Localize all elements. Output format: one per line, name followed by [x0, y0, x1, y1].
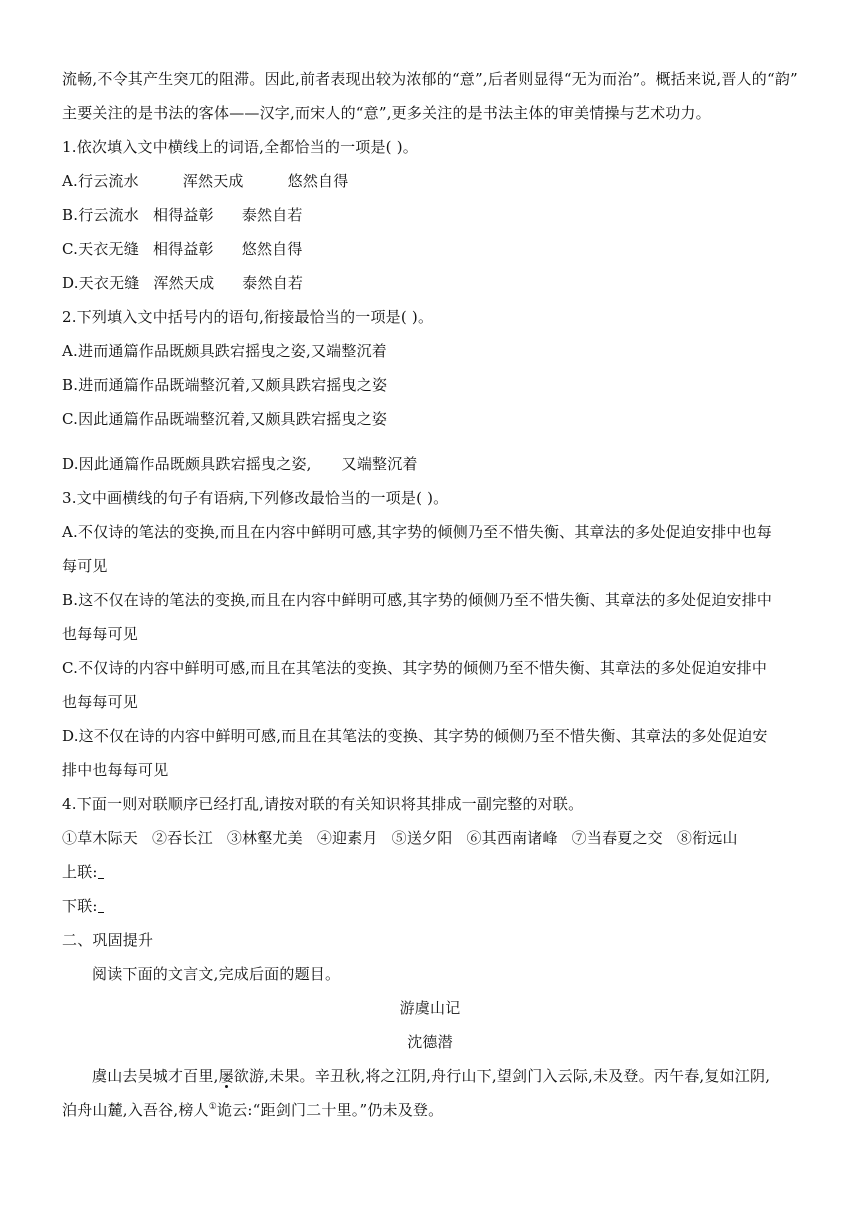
reading-instruction: 阅读下面的文言文,完成后面的题目。 [92, 965, 341, 983]
passage-title: 游虞山记 [399, 999, 461, 1017]
passage-line-1: 虞山去吴城才百里,屡欲游,未果。辛丑秋,将之江阴,舟行山下,望剑门入云际,未及登。丙午春,复如江阴, [92, 1067, 771, 1085]
intro-line-2: 主要关注的是书法的客体——汉字,而宋人的“意”,更多关注的是书法主体的审美情操与艺术功力。 [62, 104, 711, 122]
couplet-items [62, 826, 822, 850]
lower-couplet-label: 下联: [62, 897, 98, 915]
question-3-option-c-line-1: C.不仅诗的内容中鲜明可感,而且在其笔法的变换、其字势的倾侧乃至不惜失衡、其章法的多处促迫安排中 [62, 659, 768, 677]
couplet-item: ⑥其西南诸峰 [466, 829, 558, 847]
question-3-option-d-line-2: 排中也每每可见 [62, 761, 169, 779]
question-3-option-b-line-2: 也每每可见 [62, 625, 139, 643]
upper-couplet-line [62, 860, 822, 884]
intro-line-1: 流畅,不令其产生突兀的阻滞。因此,前者表现出较为浓郁的“意”,后者则显得“无为而治”。概括来说,晋人的“韵” [62, 70, 798, 88]
section-heading: 二、巩固提升 [62, 931, 154, 949]
couplet-item: ①草木际天 [62, 829, 139, 847]
question-3-stem: 3.文中画横线的句子有语病,下列修改最恰当的一项是( )。 [62, 489, 449, 507]
question-1-option-c: C.天衣无缝 相得益彰 悠然自得 [62, 240, 303, 258]
question-2-stem: 2.下列填入文中括号内的语句,衔接最恰当的一项是( )。 [62, 308, 434, 326]
passage-line-2: 泊舟山麓,入吾谷,榜人①诡云:“距剑门二十里。”仍未及登。 [62, 1101, 444, 1119]
lower-couplet-blank[interactable] [98, 898, 104, 913]
question-2-option-c: C.因此通篇作品既端整沉着,又颇具跌宕摇曳之姿 [62, 410, 388, 428]
upper-couplet-blank[interactable] [98, 864, 104, 879]
question-2-option-b: B.进而通篇作品既端整沉着,又颇具跌宕摇曳之姿 [62, 376, 388, 394]
question-2-option-d: D.因此通篇作品既颇具跌宕摇曳之姿, 又端整沉着 [62, 455, 418, 473]
passage-author: 沈德潜 [407, 1033, 453, 1051]
couplet-item: ④迎素月 [316, 829, 378, 847]
lower-couplet-line [62, 894, 822, 918]
question-3-option-a-line-1: A.不仅诗的笔法的变换,而且在内容中鲜明可感,其字势的倾侧乃至不惜失衡、其章法的多处促迫安排中也每 [62, 523, 772, 541]
couplet-item: ⑧衔远山 [676, 829, 738, 847]
question-3-option-d-line-1: D.这不仅在诗的内容中鲜明可感,而且在其笔法的变换、其字势的倾侧乃至不惜失衡、其章法的多处促迫安 [62, 727, 768, 745]
question-1-option-b: B.行云流水 相得益彰 泰然自若 [62, 206, 303, 224]
couplet-item: ⑤送夕阳 [391, 829, 453, 847]
question-1-option-d: D.天衣无缝 浑然天成 泰然自若 [62, 274, 304, 292]
upper-couplet-label: 上联: [62, 863, 98, 881]
question-1-stem: 1.依次填入文中横线上的词语,全都恰当的一项是( )。 [62, 138, 418, 156]
footnote-marker: ① [208, 1102, 218, 1112]
question-1-option-a: A.行云流水 浑然天成 悠然自得 [62, 172, 349, 190]
question-3-option-c-line-2: 也每每可见 [62, 693, 139, 711]
couplet-item: ③林壑尤美 [226, 829, 303, 847]
couplet-item: ⑦当春夏之交 [571, 829, 663, 847]
question-3-option-a-line-2: 每可见 [62, 557, 108, 575]
question-2-option-a: A.进而通篇作品既颇具跌宕摇曳之姿,又端整沉着 [62, 342, 387, 360]
emphasis-dot-char: 屡 [218, 1067, 234, 1085]
question-3-option-b-line-1: B.这不仅在诗的笔法的变换,而且在内容中鲜明可感,其字势的倾侧乃至不惜失衡、其章法的多处促迫安排中 [62, 591, 773, 609]
couplet-item: ②吞长江 [152, 829, 213, 847]
question-4-stem: 4.下面一则对联顺序已经打乱,请按对联的有关知识将其排成一副完整的对联。 [62, 795, 584, 813]
